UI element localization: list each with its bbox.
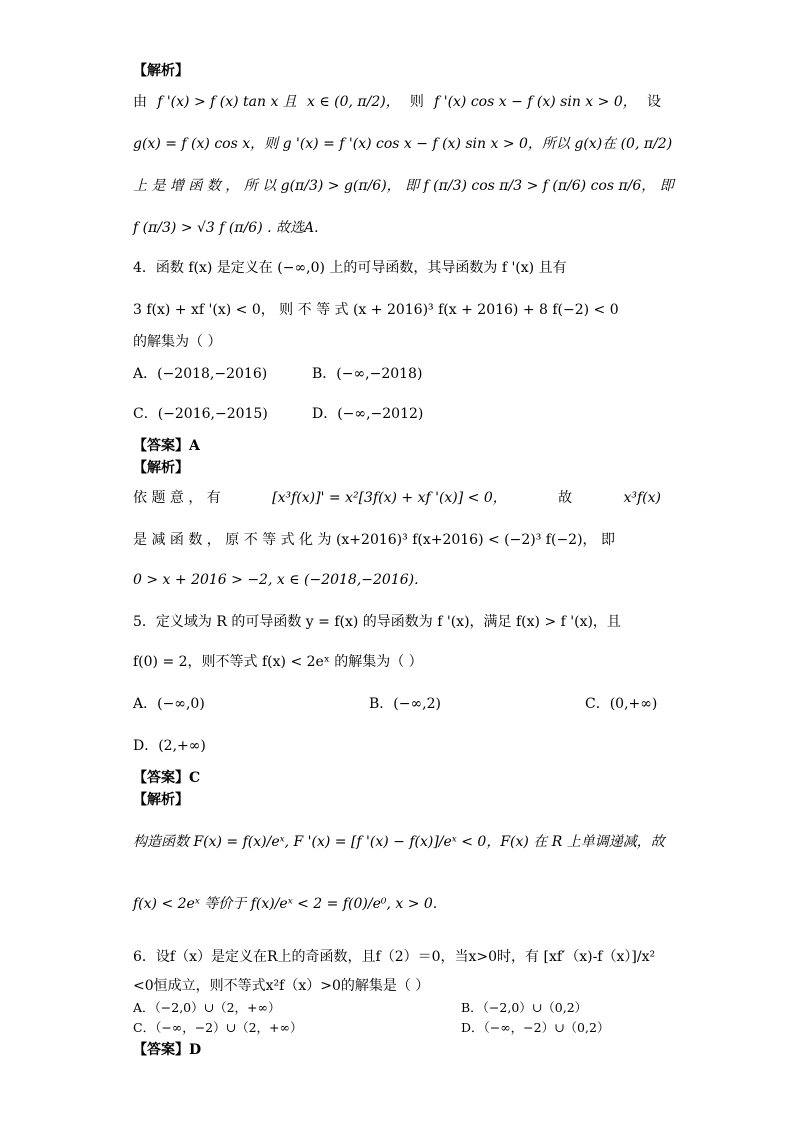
q5-answer: 【答案】C [133,770,201,786]
q5-option-d: D．(2,+∞) [133,738,206,754]
q4-option-d: D．(−∞,−2012) [312,406,424,422]
q5-option-b: B．(−∞,2) [369,696,441,712]
q4-stem-line-1: 4．函数 f(x) 是定义在 (−∞,0) 上的可导函数，其导函数为 f '(x) 且有 [133,260,567,276]
math-segment: f '(x) cos x − f (x) sin x > 0， [434,94,637,110]
q5-stem-line-2: f(0) = 2，则不等式 f(x) < 2eˣ 的解集为（ ） [133,654,423,670]
text-segment: 故 [558,490,573,506]
q4-stem-line-3: 的解集为（ ） [133,334,222,350]
q6-answer: 【答案】D [133,1042,202,1058]
text-segment: 设 [646,94,661,110]
text-segment: 则 [409,94,424,110]
q6-stem-line-2: <0恒成立，则不等式x²f（x）>0的解集是（ ） [133,978,430,994]
analysis-line-3: 上 是 增 函 数 ， 所 以 g(π/3) > g(π/6)， 即 f (π/3) cos π/3 > f (π/6) cos π/6， 即 [133,178,674,194]
math-segment: [x³f(x)]' = x²[3f(x) + xf '(x)] < 0， [272,490,507,506]
q5-option-c: C．(0,+∞) [585,696,658,712]
q4-option-c: C．(−2016,−2015) [133,406,268,422]
text-segment: 由 [133,94,147,110]
q4-analysis-label: 【解析】 [133,460,189,476]
q4-answer: 【答案】A [133,438,200,454]
math-segment: f '(x) > f (x) tan x 且 [157,94,297,110]
q4-stem-line-2: 3 f(x) + xf '(x) < 0， 则 不 等 式 (x + 2016)³ f(x + 2016) + 8 f(−2) < 0 [133,302,619,318]
q4-option-b: B．(−∞,−2018) [312,366,423,382]
analysis-line-4: f (π/3) > √3 f (π/6) . 故选A. [133,220,319,236]
q4-analysis-line-2: 是 减 函 数 ， 原 不 等 式 化 为 (x+2016)³ f(x+2016) < (−2)³ f(−2)， 即 [133,532,616,548]
q4-analysis-line-1 [133,487,661,509]
math-segment: x ∈ (0, π/2)， [307,94,400,110]
q6-option-a: A．（−2,0）∪（2，+∞） [133,1000,281,1015]
q5-analysis-line-2: f(x) < 2eˣ 等价于 f(x)/eˣ < 2 = f(0)/e⁰, x > 0. [133,896,438,912]
q6-option-d: D．（−∞，−2）∪（0,2） [461,1020,610,1035]
q4-option-a: A．(−2018,−2016) [133,366,268,382]
q6-option-b: B．（−2,0）∪（0,2） [461,1000,588,1015]
q5-analysis-label: 【解析】 [133,792,189,808]
q5-option-a: A．(−∞,0) [133,696,205,712]
text-segment: 依 题 意 ， 有 [133,490,221,506]
q5-stem-line-1: 5．定义域为 R 的可导函数 y = f(x) 的导函数为 f '(x)，满足 f(x) > f '(x)，且 [133,614,621,630]
q6-stem-line-1: 6．设f（x）是定义在R上的奇函数，且f（2）＝0，当x>0时，有 [xf′（x)-f（x）]/x² [133,949,656,965]
math-segment: x³f(x) [623,490,661,506]
analysis-label: 【解析】 [133,63,189,79]
analysis-line-2: g(x) = f (x) cos x，则 g '(x) = f '(x) cos x − f (x) sin x > 0，所以 g(x)在 (0, π/2) [133,136,673,152]
q5-analysis-line-1: 构造函数 F(x) = f(x)/eˣ, F '(x) = [f '(x) − f(x)]/eˣ < 0，F(x) 在 R 上单调递减，故 [133,834,665,850]
q4-analysis-line-3: 0 > x + 2016 > −2, x ∈ (−2018,−2016). [133,572,419,588]
q6-option-c: C．（−∞，−2）∪（2，+∞） [133,1020,303,1035]
analysis-line-1 [133,91,661,113]
